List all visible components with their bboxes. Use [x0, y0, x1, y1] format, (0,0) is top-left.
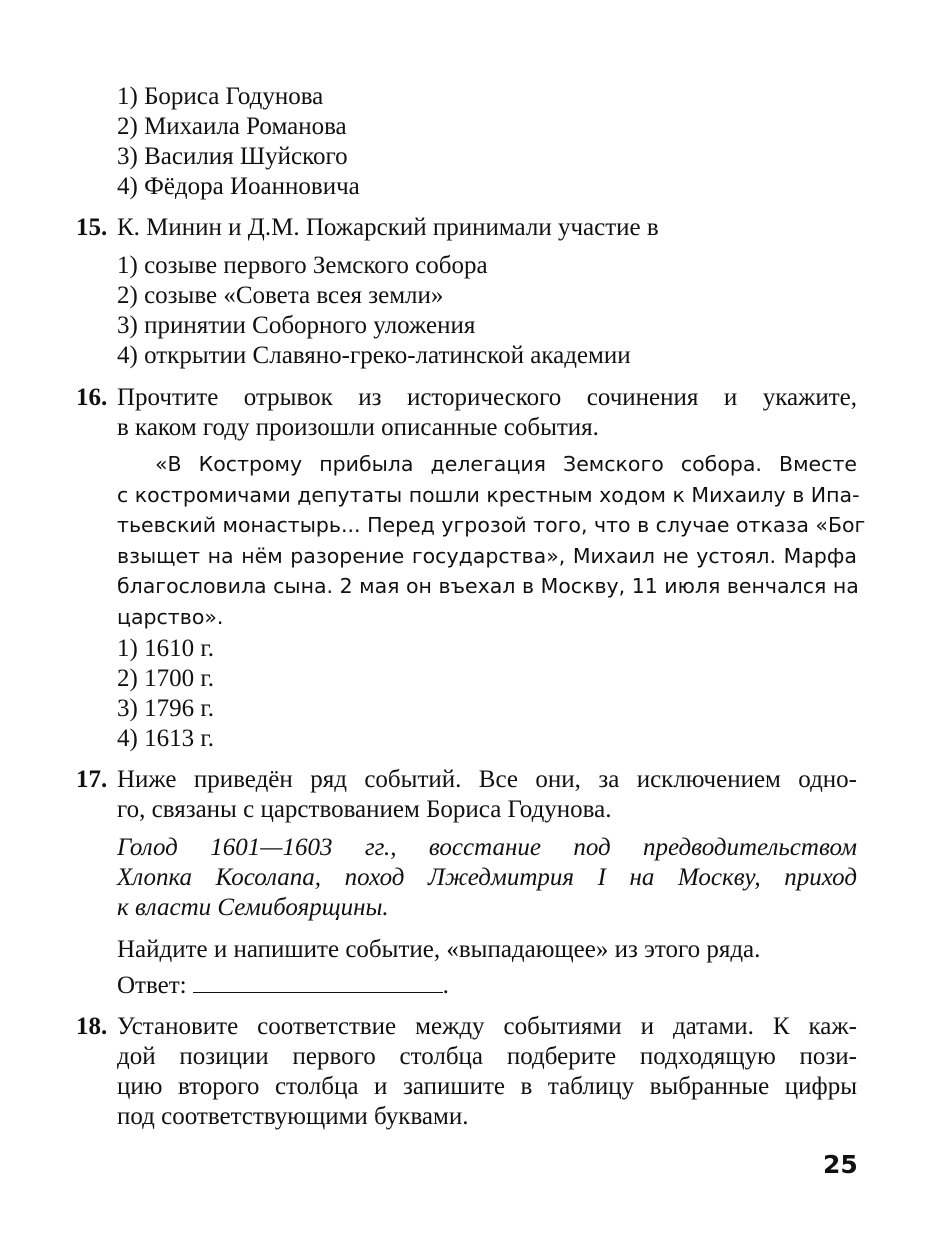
q17-instruction: Найдите и напишите событие, «выпадающее» из этого ряда.: [117, 936, 761, 963]
q15-option-1: 1) созыве первого Земского собора: [117, 252, 488, 279]
q16-quote-line-3: тьевский монастырь... Перед угрозой того, что в случае отказа «Бог: [117, 513, 866, 537]
q16-quote-line-6: царство».: [117, 604, 224, 629]
q16-number: 16.: [76, 384, 108, 411]
q15-option-2: 2) созыве «Совета всея земли»: [117, 282, 444, 309]
q17-number: 17.: [76, 766, 108, 793]
q18-number: 18.: [76, 1013, 108, 1040]
q16-text-line-1: Прочтите отрывок из исторического сочинения и укажите,: [117, 384, 857, 411]
q16-quote-line-5: благословила сына. 2 мая он въехал в Москву, 11 июля венчался на: [117, 574, 859, 598]
q16-text-line-2: в каком году произошли описанные события.: [117, 414, 599, 441]
page-number: 25: [823, 1150, 858, 1179]
q15-option-3: 3) принятии Соборного уложения: [117, 312, 476, 339]
q14-option-3: 3) Василия Шуйского: [117, 143, 348, 170]
q15-number: 15.: [76, 214, 108, 241]
q16-option-3: 3) 1796 г.: [117, 695, 215, 722]
q18-text-line-3: цию второго столбца и запишите в таблицу выбранные цифры: [117, 1073, 857, 1100]
q17-events-line-2: Хлопка Косолапа, поход Лжедмитрия I на Москву, приход: [117, 864, 857, 891]
q17-events: [117, 833, 857, 923]
q17-text-line-1: Ниже приведён ряд событий. Все они, за исключением одно-: [117, 766, 857, 793]
q16-quote: [117, 449, 866, 632]
q14-option-4: 4) Фёдора Иоанновича: [117, 173, 360, 200]
q17-answer-end: .: [442, 972, 449, 999]
q17-answer-blank[interactable]: [193, 970, 443, 993]
q14-option-1: 1) Бориса Годунова: [117, 83, 324, 110]
q16-option-2: 2) 1700 г.: [117, 665, 215, 692]
q16-option-4: 4) 1613 г.: [117, 725, 215, 752]
q15-option-4: 4) открытии Славяно-греко-латинской академии: [117, 342, 631, 369]
q16-option-1: 1) 1610 г.: [117, 635, 215, 662]
q17-answer-label: Ответ:: [117, 972, 187, 999]
q14-option-2: 2) Михаила Романова: [117, 113, 347, 140]
q15-text: К. Минин и Д.М. Пожарский принимали участие в: [117, 214, 659, 241]
q17-answer-row: [117, 970, 449, 1001]
q16-quote-line-1: «В Кострому прибыла делегация Земского собора. Вместе: [155, 452, 857, 476]
q18-text-line-1: Установите соответствие между событиями и датами. К каж-: [117, 1013, 857, 1040]
q18-text: [117, 1012, 857, 1132]
q16-quote-line-4: взыщет на нём разорение государства», Михаил не устоял. Марфа: [117, 543, 857, 568]
q17-events-line-1: Голод 1601—1603 гг., восстание под предводительством: [117, 834, 857, 861]
q16-quote-line-2: с костромичами депутаты пошли крестным ходом к Михаилу в Ипа-: [117, 482, 860, 507]
q17-events-line-3: к власти Семибоярщины.: [117, 894, 389, 921]
q17-text-line-2: го, связаны с царствованием Бориса Годунова.: [117, 796, 612, 823]
q18-text-line-2: дой позиции первого столбца подберите подходящую пози-: [117, 1043, 857, 1070]
q17-text: [117, 765, 857, 825]
q18-text-line-4: под соответствующими буквами.: [117, 1103, 469, 1130]
q16-text: [117, 383, 857, 443]
